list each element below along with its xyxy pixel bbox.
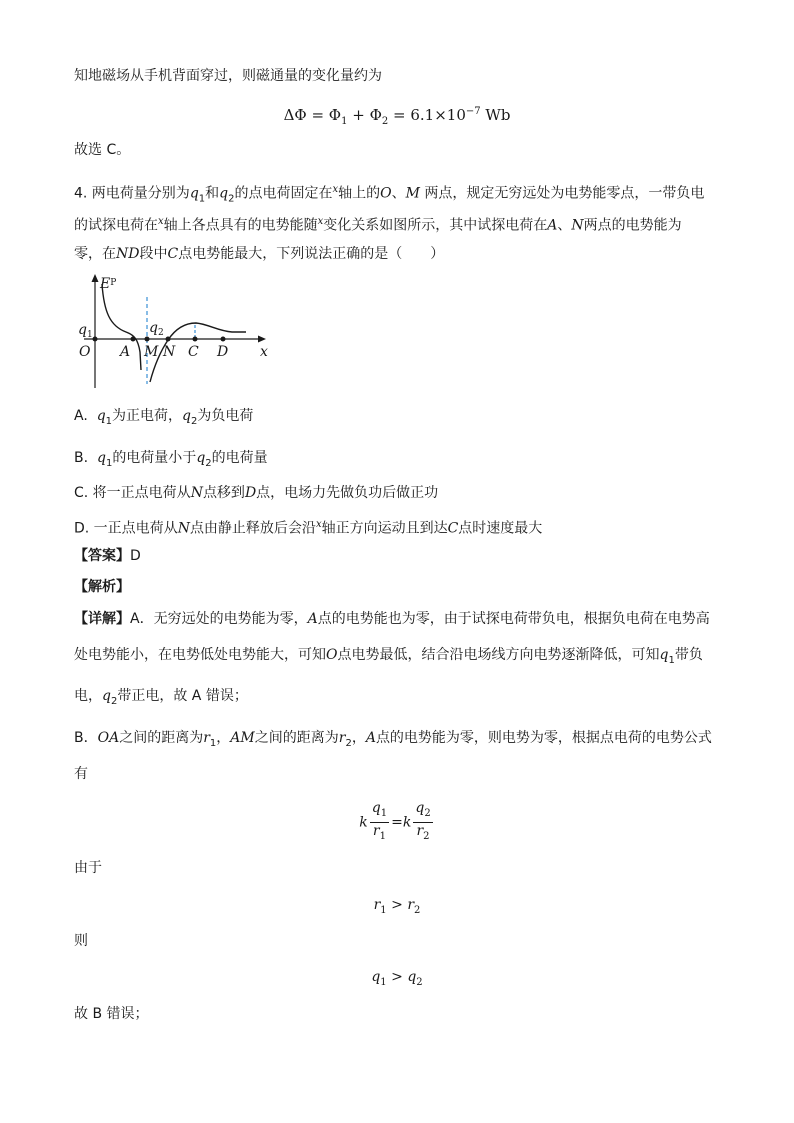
eq-sub: 2 <box>381 116 389 127</box>
question-4-line-3: 零，在ND段中C点电势能最大，下列说法正确的是（ ） <box>74 246 445 262</box>
y-axis-arrow <box>92 274 99 282</box>
part-b-line-1: B．OA之间的距离为$r_1$，AM之间的距离为$r_2$，A点的电势能为零，则电势为零，根据点电荷的电势公式 <box>74 730 712 749</box>
option-b: B. $q_1$的电荷量小于$q_2$的电荷量 <box>74 450 268 469</box>
detail-line-2: 处电势能小，在电势低处电势能大，可知O点电势最低，结合沿电场线方向电势逐渐降低，可知$q_1$带负 <box>74 647 703 666</box>
potential-equation: k $\frac{q_1}{r_1}$ =k $\frac{q_2}{r_2}$ <box>359 800 431 842</box>
label-m: M <box>144 344 159 360</box>
inequality-q: $q_1 > q_2$ <box>371 969 423 988</box>
part-b-line-3: 由于 <box>74 860 102 876</box>
part-b-line-5: 故 B 错误； <box>74 1006 149 1022</box>
label-d: D <box>217 344 229 360</box>
eq-lhs: ΔΦ = Φ <box>283 106 342 124</box>
label-q1: $q_1$ <box>78 322 93 340</box>
part-b-line-4: 则 <box>74 933 88 949</box>
eq-unit: Wb <box>480 106 511 124</box>
part-b-line-2: 有 <box>74 766 88 782</box>
label-c: C <box>188 344 199 360</box>
question-4-line-1: 4. 两电荷量分别为$q_1$和$q_2$的点电荷固定在$^x$轴上的O、M 两点，规定无穷远处为电势能零点，一带负电 <box>74 184 705 205</box>
question-4-line-2: 的试探电荷在$^x$轴上各点具有的电势能随$^x$变化关系如图所示，其中试探电荷在A、N两点的电势能为 <box>74 216 682 234</box>
option-c: C. 将一正点电荷从N点移到D点，电场力先做负功后做正功 <box>74 485 439 501</box>
y-axis-label: $E^P$ <box>100 276 117 292</box>
equation-flux <box>0 102 794 132</box>
point-m <box>145 337 150 342</box>
eq-sub: 1 <box>341 116 348 127</box>
inequality-r: $r_1 > r_2$ <box>373 897 421 916</box>
option-a: A. $q_1$为正电荷，$q_2$为负电荷 <box>74 408 254 427</box>
option-d: D. 一正点电荷从N点由静止释放后会沿$^x$轴正方向运动且到达C点时速度最大 <box>74 519 543 537</box>
label-o: O <box>79 344 91 360</box>
label-a: A <box>120 344 131 360</box>
potential-energy-graph <box>74 272 274 392</box>
eq-exponent: −7 <box>465 106 481 117</box>
paragraph-flux: 知地磁场从手机背面穿过，则磁通量的变化量约为 <box>74 68 382 84</box>
point-o <box>93 337 98 342</box>
answer: 【答案】D <box>74 548 141 564</box>
point-d <box>221 337 226 342</box>
detail-line-1: 【详解】A．无穷远处的电势能为零，A点的电势能也为零，由于试探电荷带负电，根据负电荷在电势高 <box>74 611 710 627</box>
label-q2: $q_2$ <box>149 320 164 338</box>
label-n: N <box>163 344 176 360</box>
point-c <box>193 337 198 342</box>
detail-line-3: 电，$q_2$带正电，故 A 错误； <box>74 688 248 707</box>
point-n <box>166 337 171 342</box>
x-axis-label: x <box>260 344 268 360</box>
analysis-label: 【解析】 <box>74 579 130 595</box>
point-a <box>131 337 136 342</box>
paragraph-choice-c: 故选 C。 <box>74 142 131 158</box>
x-axis-arrow <box>258 336 266 343</box>
eq-plus: + Φ <box>347 106 382 124</box>
eq-rhs: = 6.1×10 <box>388 106 466 124</box>
